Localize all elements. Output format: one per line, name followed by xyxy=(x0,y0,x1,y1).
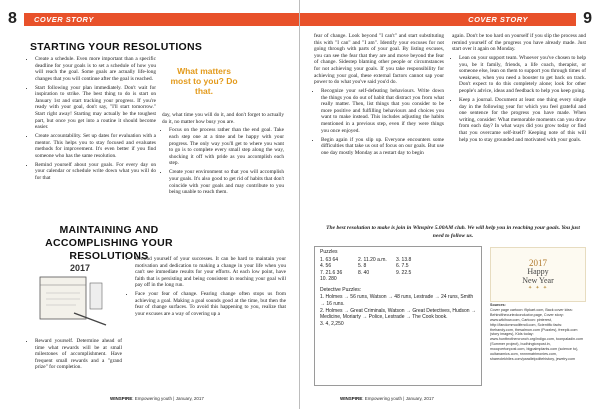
detective-answer: 1. Holmes → 56 runs, Watson → 48 runs, Lestrade → 24 runs, Smith → 16 runs. xyxy=(320,294,474,307)
pull-quote: What matters most to you? Do that. xyxy=(170,66,238,96)
sources-heading: Sources: xyxy=(490,303,506,307)
detective-heading: Detective Puzzles: xyxy=(320,286,362,293)
card-greeting-line1: Happy xyxy=(527,267,549,276)
resolution-sketch-illustration xyxy=(26,255,118,335)
puzzle-answer: 10. 280 xyxy=(320,276,337,283)
page-number: 8 xyxy=(8,10,17,27)
list-item: • Start following your plan immediately. Don't wait for inspiration to strike. The best thing to do is start on January 1st and start tracking your progress. If you're ready with your goal, don't say, "I'll start tomorrow." Start right away! Starting may actually be the toughest part, but once you get into a routine it should become easier. xyxy=(35,85,156,131)
page-footer xyxy=(340,396,434,401)
list-item: • Remind yourself of your successes. It can be hard to maintain your motivation and dedication to making a change in your life when you can't see immediate results for your efforts. At each low point, have faith that is persisting and being consistent in reaching your goal will pay off in the long run. xyxy=(135,256,286,289)
page-number: 9 xyxy=(583,10,592,27)
puzzle-answer: 8. 40 xyxy=(358,269,370,276)
footer-text: : Empowering youth | January, 2017 xyxy=(132,396,204,401)
puzzle-answer: 7. 21.6 36 xyxy=(320,269,343,276)
sketch-year-text: 2017 xyxy=(70,263,91,273)
sources-text: Cover page cartoon: flipkart.com, Back cover idea: Behindthecuriedconductor.page, Cover story: www.wikihow.com, Cartoon: pinterest, http://fandommodifendi.com, Scientific facts: thehandy.com, thesalmon.com (Puzzles), freepik.com (story images), Kids today: www.huntbrothercrunch.org/indigo.com, toonpaladin.com (Summer project), budhingtonpost.in, mooqvertonpost.com, bigpalmplants.com (science to), oultanamics.com, nnnnmatrimonies.com, shareolekhiles.com/parallelpolitehistory, jewelry.com xyxy=(490,307,584,361)
section-header-bar xyxy=(24,13,299,26)
puzzle-answer: 4. 56 xyxy=(320,263,332,270)
puzzle-answer: 5. 8 xyxy=(358,263,367,270)
list-item: • Create your environment so that you will accomplish your goals. It's also good to get rid of habits that don't coincide with your goals and may contribute to you being unable to reach them. xyxy=(169,169,284,195)
list-item: • Begin again if you slip up. Everyone encounters some difficulties that take us out of focus on our goals. But use one day mostly Monday as a restart day to begin xyxy=(321,137,444,157)
puzzle-answer: 1. 63 64 xyxy=(320,256,339,263)
footer-brand: WINSPIRE xyxy=(340,396,363,401)
section-header-label: COVER STORY xyxy=(34,15,94,24)
card-greeting-line2: New Year xyxy=(522,275,554,285)
left-column-2 xyxy=(162,112,284,198)
puzzle-answer: 3. 13.8 xyxy=(396,256,412,263)
left-column-4 xyxy=(128,256,286,320)
list-item: • Create accountability. Set up dates for evaluation with a mentor. This helps you to stay focused and evaluates methods for improvement. It's even better if you find someone who has the same resolution. xyxy=(35,133,156,159)
puzzle-answers-grid xyxy=(320,257,476,283)
section-header-label: COVER STORY xyxy=(468,15,528,24)
page-footer xyxy=(110,396,204,401)
paragraph: fear of change. Look beyond "I can't" and start substituting this with "I can" and "I am". Identify your excuses for not going through with parts of your goal. By listing excuses, you can see the fear that they are and move beyond the fear of change. Sidestep blaming other people or circumstances for not achieving your goals. If you take responsibility for achieving your goal, these external factors cannot sap your power to do what you've said you'd do. xyxy=(314,33,444,86)
detective-answer: 2. Holmes → Great Criminals, Watson → Great Detectives, Hudson → Medicine, Moriarty → Police, Lestrade → The Cook book. xyxy=(320,307,476,321)
list-item: • Lean on your support team. Whoever you've chosen to help you, be it family, friends, a life coach, therapist, or someone else, lean on them to support you through times of weakness, when you need a booster to get back on track. Don't expect to do this completely alone; look for other people's advice, ideas and feedback to help you keep going. xyxy=(459,55,586,95)
ornament-icon: ✦ ✦ ✦ xyxy=(527,286,549,291)
sources-credits xyxy=(490,303,586,362)
detective-answer: 3. 4, 2,250 xyxy=(320,321,344,328)
list-item: • Create a schedule. Even more important than a specific deadline for your goals is to set a schedule of how you will reach the goal. Some goals are actually life-long changes that you will continue after the goal is reached. xyxy=(35,56,156,82)
right-column-2 xyxy=(452,33,586,145)
list-item: • Keep a journal. Document at least one thing every single day in the following year for which you feel grateful and one sentence for the progress you have made. When writing, consider: What memorable moments can you draw from each day? In what ways did you grow today or find that you overcame self-itself? Keeping note of this will help you to stay grounded and motivated with your goals. xyxy=(459,97,586,143)
section-header-bar xyxy=(300,13,576,26)
detective-answers xyxy=(320,287,476,328)
puzzle-answers-box xyxy=(314,246,482,386)
article-title: STARTING YOUR RESOLUTIONS xyxy=(30,41,203,53)
new-year-card xyxy=(490,247,586,302)
list-item: • Focus on the process rather than the end goal. Take each step one at a time and be happy with your progress. The only way you'll get to where you want to go is to complete every small step along the way, shocking it off with pride as you accomplish each step. xyxy=(169,127,284,167)
paragraph: day, what time you will do it, and don't forget to actually do it, no matter how busy you are. xyxy=(162,112,284,125)
puzzles-heading: Puzzles xyxy=(320,249,338,255)
list-item: • Face your fear of change. Fearing change often stops us from achieving a goal. Making a goal sounds good at the time, but then the fear of change surfaces. To avoid this happening to you, realize that your excuses are a way of covering up a xyxy=(135,291,286,317)
right-column-1 xyxy=(314,33,444,159)
club-promo-text: The best resolution to make is join in Winspire 5.00AM club. We will help you in reaching your goals. You just need to follow us. xyxy=(326,225,580,239)
left-column-1 xyxy=(28,56,156,184)
list-item: • Recognize your self-defeating behaviours. Write down the things you do out of habit that distract you from what really matter. Then, list things that you consider to be more positive and fulfilling behaviours and choices you want to make instead. This includes adjusting the habits mentioned in a previous step, even if they were things you once enjoyed. xyxy=(321,88,444,134)
right-page xyxy=(300,0,600,409)
list-item: • Reward yourself. Determine ahead of time what rewards will be at small milestones of accomplishment. Have frequent small rewards and a "grand prize" for completion. xyxy=(35,338,122,371)
left-column-3 xyxy=(28,338,122,373)
card-year: 2017 xyxy=(529,258,547,268)
paragraph: again. Don't be too hard on yourself if you slip the process and remind yourself of the progress you have already made. Just start over it again on Monday. xyxy=(452,33,586,53)
section-title: MAINTAINING AND ACCOMPLISHING YOUR RESOLUTIONS xyxy=(45,224,173,262)
puzzle-answer: 6. 7.5 xyxy=(396,263,409,270)
footer-brand: WINSPIRE xyxy=(110,396,133,401)
list-item: • Remind yourself about your goals. For every day on your calendar or schedule write down what you will do for that xyxy=(35,162,156,182)
footer-text: : Empowering youth | January, 2017 xyxy=(362,396,434,401)
puzzle-answer: 9. 22.5 xyxy=(396,269,412,276)
puzzle-answer: 2. 11.20 a.m. xyxy=(358,256,387,263)
